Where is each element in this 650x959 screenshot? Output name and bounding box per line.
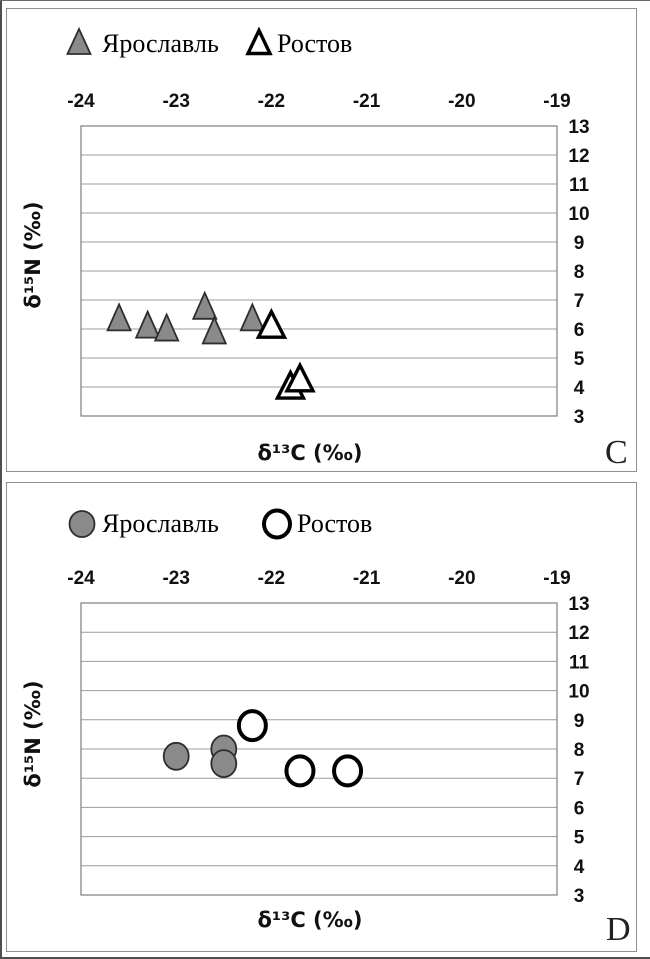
y-tick-label: 7 — [573, 291, 585, 312]
y-tick-label: 3 — [573, 407, 585, 428]
data-point-circle-filled — [164, 743, 189, 770]
legend-label-yaroslavl: Ярославль — [102, 29, 219, 58]
y-tick-label: 8 — [573, 262, 585, 283]
data-point-triangle-filled — [203, 317, 226, 343]
x-tick-label: -19 — [543, 568, 571, 589]
y-tick-label: 8 — [573, 740, 585, 761]
data-point-triangle-filled — [155, 315, 178, 341]
y-tick-label: 13 — [568, 117, 590, 138]
legend-label-yaroslavl: Ярославль — [102, 509, 219, 538]
x-tick-label: -19 — [543, 91, 571, 112]
legend-label-rostov: Ростов — [297, 509, 373, 538]
y-tick-label: 7 — [573, 769, 585, 791]
x-tick-label: -24 — [67, 91, 95, 112]
y-tick-label: 6 — [573, 798, 585, 820]
y-tick-label: 6 — [573, 320, 585, 341]
y-axis-title: δ¹⁵N (‰) — [21, 680, 45, 788]
y-tick-label: 5 — [573, 827, 585, 849]
x-tick-label: -21 — [352, 568, 381, 589]
y-tick-label: 3 — [573, 886, 585, 907]
data-point-circle-open — [239, 711, 266, 740]
y-tick-label: 9 — [573, 710, 585, 732]
data-point-triangle-filled — [108, 304, 131, 330]
panel-d — [6, 482, 637, 952]
x-tick-label: -24 — [67, 568, 95, 589]
x-tick-label: -23 — [162, 568, 190, 589]
x-axis-title: δ¹³C (‰) — [257, 441, 363, 465]
y-tick-label: 4 — [573, 856, 585, 878]
data-point-triangle-filled — [193, 293, 216, 319]
y-tick-label: 12 — [568, 623, 590, 645]
legend-triangle-filled-icon — [64, 26, 94, 56]
data-point-triangle-filled — [241, 304, 264, 330]
y-tick-label: 10 — [568, 681, 590, 703]
y-tick-label: 11 — [568, 652, 590, 674]
x-tick-label: -22 — [257, 91, 286, 112]
y-tick-label: 12 — [568, 146, 590, 167]
y-tick-label: 10 — [568, 204, 590, 225]
x-tick-label: -20 — [448, 91, 476, 112]
y-tick-label: 9 — [573, 233, 585, 254]
x-tick-label: -20 — [448, 568, 476, 589]
data-point-circle-open — [334, 756, 361, 785]
x-tick-label: -23 — [162, 91, 190, 112]
x-tick-label: -22 — [257, 568, 286, 589]
y-tick-label: 13 — [568, 594, 590, 615]
data-point-circle-filled — [211, 750, 236, 777]
scan-edge-left — [0, 0, 2, 959]
legend-label-rostov: Ростов — [277, 29, 353, 58]
scan-edge-top — [0, 0, 650, 1]
y-tick-label: 5 — [573, 349, 585, 370]
legend-circle-filled-icon — [67, 509, 97, 539]
legend-circle-open-icon — [261, 508, 293, 540]
y-tick-label: 4 — [573, 378, 585, 399]
panel-c — [6, 8, 637, 472]
data-point-triangle-open — [258, 312, 284, 338]
legend-triangle-open-icon — [244, 26, 274, 56]
scatter-plot-d — [7, 483, 636, 951]
data-point-circle-open — [286, 756, 313, 785]
data-point-triangle-filled — [136, 312, 159, 338]
y-axis-title: δ¹⁵N (‰) — [21, 201, 45, 309]
panel-letter-c: C — [605, 434, 628, 471]
panel-letter-d: D — [606, 911, 631, 948]
scatter-plot-c — [7, 9, 636, 471]
y-tick-label: 11 — [568, 175, 590, 196]
x-axis-title: δ¹³C (‰) — [257, 908, 363, 932]
x-tick-label: -21 — [352, 91, 381, 112]
